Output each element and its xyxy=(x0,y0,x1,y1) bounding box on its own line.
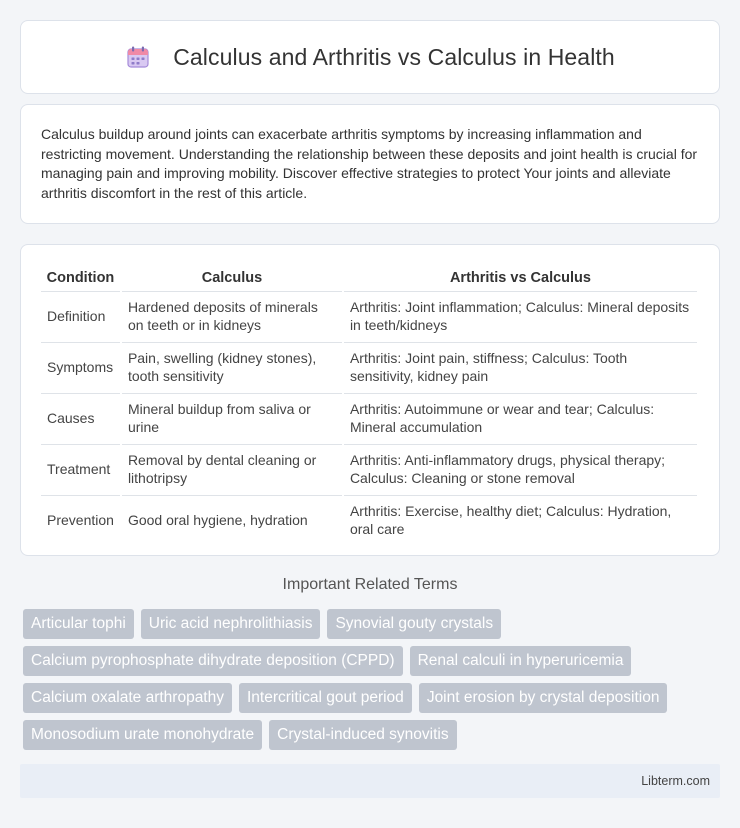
cell-calculus: Mineral buildup from saliva or urine xyxy=(122,393,342,442)
table-row xyxy=(41,444,697,493)
related-term-tag[interactable]: Intercritical gout period xyxy=(239,683,412,713)
cell-comparison: Arthritis: Joint inflammation; Calculus: Mineral deposits in teeth/kidneys xyxy=(344,291,697,340)
related-term-tag[interactable]: Uric acid nephrolithiasis xyxy=(141,609,321,639)
comparison-table xyxy=(39,265,699,546)
cell-comparison: Arthritis: Joint pain, stiffness; Calculus: Tooth sensitivity, kidney pain xyxy=(344,342,697,391)
cell-comparison: Arthritis: Autoimmune or wear and tear; Calculus: Mineral accumulation xyxy=(344,393,697,442)
table-header-row xyxy=(41,267,697,289)
cell-condition: Symptoms xyxy=(41,342,120,391)
cell-comparison: Arthritis: Anti-inflammatory drugs, physical therapy; Calculus: Cleaning or stone removal xyxy=(344,444,697,493)
cell-calculus: Good oral hygiene, hydration xyxy=(122,495,342,544)
footer xyxy=(20,764,720,798)
cell-calculus: Removal by dental cleaning or lithotripsy xyxy=(122,444,342,493)
table-row xyxy=(41,495,697,544)
related-term-tag[interactable]: Crystal-induced synovitis xyxy=(269,720,456,750)
related-term-tag[interactable]: Articular tophi xyxy=(23,609,134,639)
cell-condition: Treatment xyxy=(41,444,120,493)
cell-calculus: Pain, swelling (kidney stones), tooth sensitivity xyxy=(122,342,342,391)
header-condition: Condition xyxy=(46,270,115,286)
table-row xyxy=(41,342,697,391)
cell-calculus: Hardened deposits of minerals on teeth or in kidneys xyxy=(122,291,342,340)
title-card xyxy=(20,20,720,94)
cell-condition: Causes xyxy=(41,393,120,442)
related-terms-heading: Important Related Terms xyxy=(282,576,458,593)
page-title: Calculus and Arthritis vs Calculus in Health xyxy=(173,43,615,70)
intro-text: Calculus buildup around joints can exacerbate arthritis symptoms by increasing inflammation and restricting movement. Understanding the relationship between these deposits and joint health is crucial for managing pain and improving mobility. Discover effective strategies to protect Your joints and alleviate arthritis discomfort in the rest of this article. xyxy=(41,126,698,201)
related-term-tag[interactable]: Synovial gouty crystals xyxy=(327,609,501,639)
related-term-tag[interactable]: Calcium pyrophosphate dihydrate deposition (CPPD) xyxy=(23,646,403,676)
related-term-tag[interactable]: Renal calculi in hyperuricemia xyxy=(410,646,632,676)
footer-brand-link[interactable]: Libterm.com xyxy=(641,774,710,788)
header-comparison: Arthritis vs Calculus xyxy=(449,270,591,286)
calendar-icon xyxy=(125,44,151,70)
related-term-tag[interactable]: Monosodium urate monohydrate xyxy=(23,720,262,750)
cell-condition: Prevention xyxy=(41,495,120,544)
related-term-tag[interactable]: Joint erosion by crystal deposition xyxy=(419,683,668,713)
header-calculus: Calculus xyxy=(201,270,263,286)
cell-condition: Definition xyxy=(41,291,120,340)
intro-card xyxy=(20,104,720,224)
cell-comparison: Arthritis: Exercise, healthy diet; Calculus: Hydration, oral care xyxy=(344,495,697,544)
related-terms-list xyxy=(23,609,723,757)
table-row xyxy=(41,393,697,442)
comparison-table-card xyxy=(20,244,720,556)
table-row xyxy=(41,291,697,340)
related-term-tag[interactable]: Calcium oxalate arthropathy xyxy=(23,683,232,713)
